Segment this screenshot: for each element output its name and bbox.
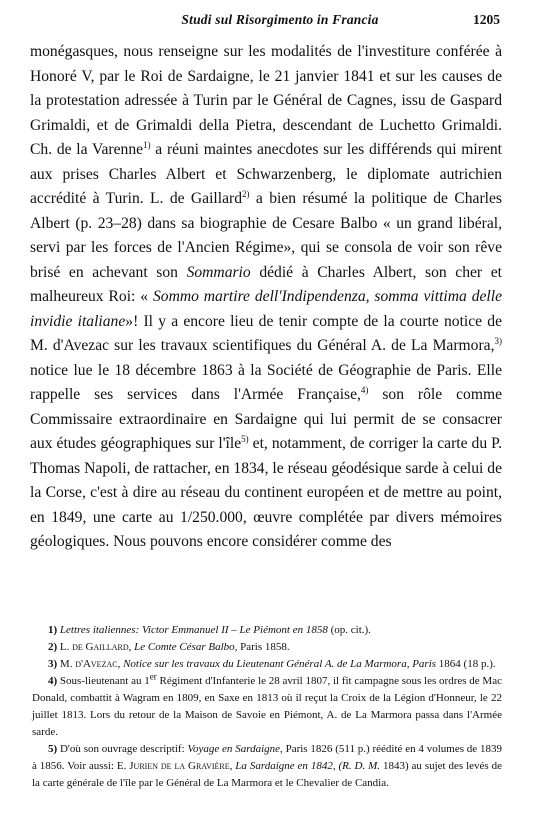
footnote-4 — [32, 673, 502, 741]
text-run: a bien résumé la politique de Charles Albert (p. 23–28) dans sa biographie de Cesare Balbo « un grand libéral, servi par les forces de l'Ancien Régime», qui se consola de voir son rêve brisé en achevant son — [30, 190, 502, 281]
footnote-ref-3[interactable]: 3) — [494, 335, 502, 346]
text-run: monégasques, nous renseigne sur les modalités de l'investiture conférée à Honoré V, par le Roi de Sardaigne, le 21 janvier 1841 et sur les causes de la protestation adressée à Turin par le Général de Cagnes, issu de Gaspard Grimaldi, et de Grimaldi della Pietra, descendant de Luchetto Grimaldi. Ch. de la Varenne — [30, 43, 502, 158]
footnote-ref-5[interactable]: 5) — [241, 433, 249, 444]
footnote-text: , — [128, 641, 135, 653]
text-run: a réuni maintes anecdotes sur les différends qui mirent aux prises Charles Albert et Schwarzenberg, le diplomate autrichien accrédité à Turin. L. de Gaillard — [30, 141, 502, 207]
footnote-number: 2) — [48, 641, 58, 653]
footnote-ref-1[interactable]: 1) — [143, 139, 151, 150]
ordinal-suffix: er — [149, 671, 157, 682]
footnote-ref-2[interactable]: 2) — [242, 188, 250, 199]
footnote-5 — [32, 741, 502, 792]
footnote-number: 5) — [48, 743, 58, 755]
footnote-text: 1843) au sujet des levés de la carte générale de l'île par le Général de La Marmora et le Chevalier de Candia. — [32, 760, 502, 789]
footnote-text: , — [117, 658, 124, 670]
running-title: Studi sul Risorgimento in Francia — [181, 12, 379, 27]
main-paragraph — [30, 40, 502, 555]
footnote-1 — [32, 622, 502, 639]
page-number: 1205 — [473, 12, 500, 27]
italic-quote: Sommo martire dell'Indipendenza, somma vittima delle invidie italiane — [30, 288, 502, 330]
footnote-title: Le Comte César Balbo — [134, 641, 235, 653]
footnote-text: 1 — [144, 675, 150, 687]
author-name: Jurien de la Gravière — [129, 760, 230, 772]
text-run: son rôle comme Commissaire extraordinaire en Sardaigne qui lui permit de se consacrer aux études géographiques sur l'île — [30, 386, 502, 452]
footnote-text: 1864 (18 p.). — [436, 658, 496, 670]
text-run: et, notamment, de corriger la carte du P. Thomas Napoli, de rattacher, en 1834, le réseau géodésique sarde à celui de la Corse, c'est à dire au réseau du continent européen et de mettre au point, en 1849, une carte au 1/250.000, œuvre complétée par divers mémoires géologiques. Nous pouvons encore considérer comme des — [30, 435, 502, 550]
footnote-text: Régiment d'Infanterie le 28 avril 1807, il fit campagne sous les ordres de Mac Donald, combattit à Wagram en 1809, en Saxe en 1813 où il reçut la Croix de la Légion d'Honneur, le 22 juillet 1813. Lors du retour de la Maison de Savoie en Piémont, A. de La Marmora passa dans l'Armée sarde. — [32, 675, 502, 738]
footnote-title: La Sardaigne en 1842, (R. D. M. — [235, 760, 381, 772]
footnote-ref-4[interactable]: 4) — [360, 384, 369, 395]
footnote-3 — [32, 656, 502, 673]
text-run: notice lue le 18 décembre 1863 à la Société de Géographie de Paris. Elle rappelle ses services dans l'Armée Française, — [30, 361, 502, 403]
footnote-text: , Paris 1858. — [234, 641, 290, 653]
author-name: M. d'Avezac — [57, 658, 118, 670]
italic-title: Sommario — [186, 263, 251, 281]
text-run: »! Il y a encore lieu de tenir compte de la courte notice de M. d'Avezac sur les travaux scientifiques du Général A. de La Marmora, — [30, 312, 502, 354]
footnote-text: D'où son ouvrage descriptif: — [57, 743, 188, 755]
footnote-text: Lettres italiennes: Victor Emmanuel II – Le Piémont en 1858 — [57, 624, 328, 636]
footnote-number: 3) — [48, 658, 58, 670]
footnote-2 — [32, 639, 502, 656]
author-name: L. de Gaillard — [57, 641, 129, 653]
footnote-number: 4) — [48, 675, 58, 687]
footnote-text: , — [229, 760, 236, 772]
footnotes — [32, 622, 502, 792]
text-run: dédié à Charles Albert, son cher et malheureux Roi: « — [30, 263, 502, 305]
footnote-text: (op. cit.). — [327, 624, 371, 636]
footnote-title: Voyage en Sardaigne — [187, 743, 281, 755]
footnote-title: Notice sur les travaux du Lieutenant Général A. de La Marmora, Paris — [123, 658, 437, 670]
page-header — [60, 12, 500, 32]
footnote-text: , Paris 1826 (511 p.) réédité en 4 volumes de 1839 à 1856. Voir aussi: E. — [32, 743, 502, 772]
footnote-text: Sous-lieutenant au — [57, 675, 145, 687]
footnote-number: 1) — [48, 624, 58, 636]
